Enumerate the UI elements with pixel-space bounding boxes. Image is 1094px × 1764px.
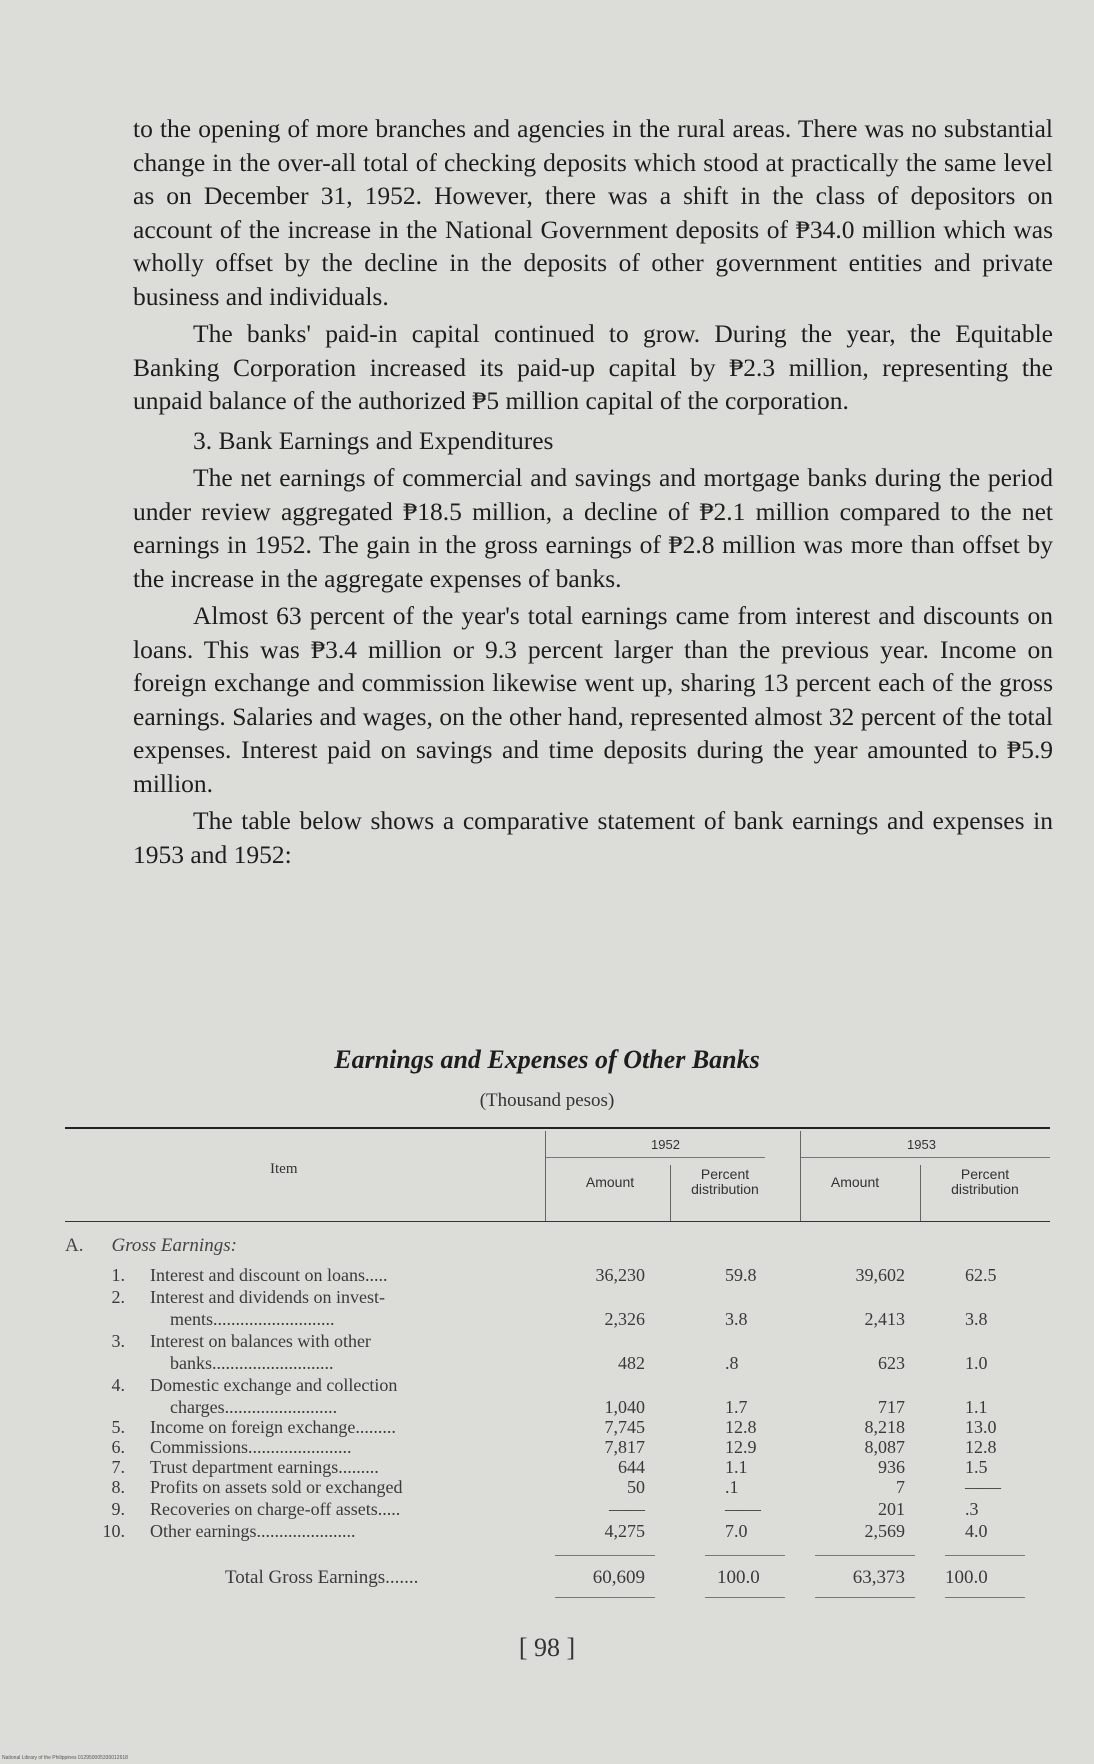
column-divider (545, 1131, 546, 1221)
total-rule (705, 1597, 785, 1598)
percent-1953: 12.8 (965, 1437, 997, 1457)
row-label: Other earnings...................... (150, 1521, 356, 1541)
paragraph-table-intro: The table below shows a comparative statement of bank earnings and expenses in 1953 and 1952: (133, 806, 1053, 869)
page-number: [ 98 ] (518, 1633, 576, 1662)
section-label: Gross Earnings: (111, 1235, 237, 1256)
header-rule-1953 (800, 1157, 1050, 1158)
archive-footer: National Library of the Philippines 012950005330012618 (2, 1755, 128, 1761)
header-percent-1952 (670, 1167, 780, 1197)
table-row-continued (65, 1397, 1050, 1419)
table-row-continued (65, 1309, 1050, 1331)
amount-1952: 50 (627, 1477, 645, 1497)
total-label: Total Gross Earnings....... (225, 1567, 419, 1588)
row-label: Interest and dividends on invest- (150, 1287, 385, 1307)
section-heading: 3. Bank Earnings and Expenditures (193, 425, 554, 455)
row-number: 8. (111, 1477, 125, 1497)
table-subtitle: (Thousand pesos) (479, 1090, 615, 1111)
amount-1953: 8,087 (864, 1437, 905, 1457)
amount-1952: 7,817 (604, 1437, 645, 1457)
amount-1953: 2,569 (864, 1521, 905, 1541)
row-label: Commissions....................... (150, 1437, 352, 1457)
percent-1952: .1 (725, 1477, 739, 1497)
total-amount-1952: 60,609 (592, 1567, 645, 1588)
column-divider (670, 1165, 671, 1221)
header-amount-1952: Amount (585, 1174, 635, 1190)
amount-1953: 8,218 (864, 1417, 905, 1437)
subtotal-rule (555, 1555, 655, 1556)
paragraph-earnings-sources: Almost 63 percent of the year's total earnings came from interest and discounts on loans. This was ₱3.4 million or 9.3 percent larger than the previous year. Income on foreign exchange and commission likewise went up, sharing 13 percent each of the gross earnings. Salaries and wages, on the other hand, represented almost 32 percent of the total expenses. Interest paid on savings and time deposits during the year amounted to ₱5.9 million. (133, 601, 1053, 798)
percent-1952: 12.8 (725, 1417, 757, 1437)
percent-1952: 3.8 (725, 1309, 748, 1329)
percent-1952: .8 (725, 1353, 739, 1373)
amount-1953: 201 (878, 1499, 905, 1519)
row-number: 5. (111, 1417, 125, 1437)
table-row (65, 1457, 1050, 1479)
table-title: Earnings and Expenses of Other Banks (334, 1045, 760, 1074)
row-number: 2. (111, 1287, 125, 1307)
amount-1952: 482 (618, 1353, 645, 1373)
percent-1953: 1.5 (965, 1457, 988, 1477)
table-row (65, 1331, 1050, 1353)
total-amount-1953: 63,373 (852, 1567, 905, 1588)
row-label: Interest on balances with other (150, 1331, 371, 1351)
table-row (65, 1521, 1050, 1543)
percent-1952: 7.0 (725, 1521, 748, 1541)
amount-1952: 7,745 (604, 1417, 645, 1437)
header-amount-1953: Amount (830, 1174, 880, 1190)
total-percent-1953: 100.0 (945, 1567, 988, 1588)
amount-1953: 717 (878, 1397, 905, 1417)
section-letter: A. (65, 1235, 84, 1256)
row-number: 3. (111, 1331, 125, 1351)
amount-1952: 644 (618, 1457, 645, 1477)
column-divider (920, 1165, 921, 1221)
paragraph-deposits: to the opening of more branches and agencies in the rural areas. There was no substantial change in the over-all total of checking deposits which stood at practically the same level as on December 31, 1952. However, there was a shift in the class of depositors on account of the increase in the National Government deposits of ₱34.0 million which was wholly offset by the decline in the deposits of other government entities and private business and individuals. (133, 114, 1053, 311)
table-row (65, 1437, 1050, 1459)
row-label-continued: charges......................... (170, 1397, 338, 1417)
row-number: 6. (111, 1437, 125, 1457)
percent-1953: 13.0 (965, 1417, 997, 1437)
amount-1952: 36,230 (595, 1265, 645, 1285)
table-row (65, 1417, 1050, 1439)
row-label: Interest and discount on loans..... (150, 1265, 388, 1285)
row-label: Recoveries on charge-off assets..... (150, 1499, 401, 1519)
row-label-continued: ments........................... (170, 1309, 335, 1329)
amount-1952: —— (609, 1499, 645, 1519)
percent-1953: .3 (965, 1499, 979, 1519)
body-text (133, 112, 1053, 875)
row-label: Trust department earnings......... (150, 1457, 379, 1477)
table-row (65, 1287, 1050, 1309)
row-label: Income on foreign exchange......... (150, 1417, 396, 1437)
row-label: Domestic exchange and collection (150, 1375, 398, 1395)
section-gross-earnings (65, 1235, 237, 1257)
header-percent-line2: distribution (691, 1181, 759, 1197)
column-divider (800, 1131, 801, 1221)
header-percent-line1: Percent (960, 1166, 1010, 1182)
table-row (65, 1375, 1050, 1397)
header-percent-line1: Percent (700, 1166, 750, 1182)
row-number: 10. (102, 1521, 125, 1541)
paragraph-net-earnings: The net earnings of commercial and savings and mortgage banks during the period under review aggregated ₱18.5 million, a decline of ₱2.1 million compared to the net earnings in 1952. The gain in the gross earnings of ₱2.8 million was more than offset by the increase in the aggregate expenses of banks. (133, 463, 1053, 593)
percent-1952: —— (725, 1499, 761, 1519)
table-row (65, 1265, 1050, 1287)
amount-1952: 1,040 (604, 1397, 645, 1417)
row-number: 1. (111, 1265, 125, 1285)
percent-1953: —— (965, 1477, 1001, 1497)
header-percent-line2: distribution (951, 1181, 1019, 1197)
subtotal-rule (705, 1555, 785, 1556)
percent-1952: 1.7 (725, 1397, 748, 1417)
header-bottom-rule (65, 1221, 1050, 1222)
table-row (65, 1499, 1050, 1521)
amount-1953: 623 (878, 1353, 905, 1373)
amount-1953: 7 (896, 1477, 905, 1497)
header-year-1953: 1953 (907, 1137, 936, 1152)
amount-1952: 2,326 (604, 1309, 645, 1329)
total-percent-1952: 100.0 (717, 1567, 760, 1588)
amount-1952: 4,275 (604, 1521, 645, 1541)
percent-1953: 1.0 (965, 1353, 988, 1373)
amount-1953: 39,602 (855, 1265, 905, 1285)
subtotal-rule (815, 1555, 915, 1556)
header-percent-1953 (925, 1167, 1045, 1197)
percent-1953: 3.8 (965, 1309, 988, 1329)
table-top-rule (65, 1127, 1050, 1129)
table-row (65, 1477, 1050, 1499)
percent-1953: 1.1 (965, 1397, 988, 1417)
total-rule (945, 1597, 1025, 1598)
percent-1953: 62.5 (965, 1265, 997, 1285)
percent-1952: 59.8 (725, 1265, 757, 1285)
percent-1953: 4.0 (965, 1521, 988, 1541)
row-label-continued: banks........................... (170, 1353, 334, 1373)
table-row-continued (65, 1353, 1050, 1375)
row-label: Profits on assets sold or exchanged (150, 1477, 403, 1497)
paragraph-capital: The banks' paid-in capital continued to grow. During the year, the Equitable Banking Corporation increased its paid-up capital by ₱2.3 million, representing the unpaid balance of the authorized ₱5 million capital of the corporation. (133, 319, 1053, 415)
total-rule (555, 1597, 655, 1598)
percent-1952: 1.1 (725, 1457, 748, 1477)
amount-1953: 2,413 (864, 1309, 905, 1329)
total-row (65, 1567, 1050, 1589)
amount-1953: 936 (878, 1457, 905, 1477)
subtotal-rule (945, 1555, 1025, 1556)
row-number: 4. (111, 1375, 125, 1395)
row-number: 7. (111, 1457, 125, 1477)
header-item: Item (270, 1161, 298, 1177)
header-year-1952: 1952 (651, 1137, 680, 1152)
percent-1952: 12.9 (725, 1437, 757, 1457)
header-rule-1952 (545, 1157, 765, 1158)
total-rule (815, 1597, 915, 1598)
row-number: 9. (111, 1499, 125, 1519)
